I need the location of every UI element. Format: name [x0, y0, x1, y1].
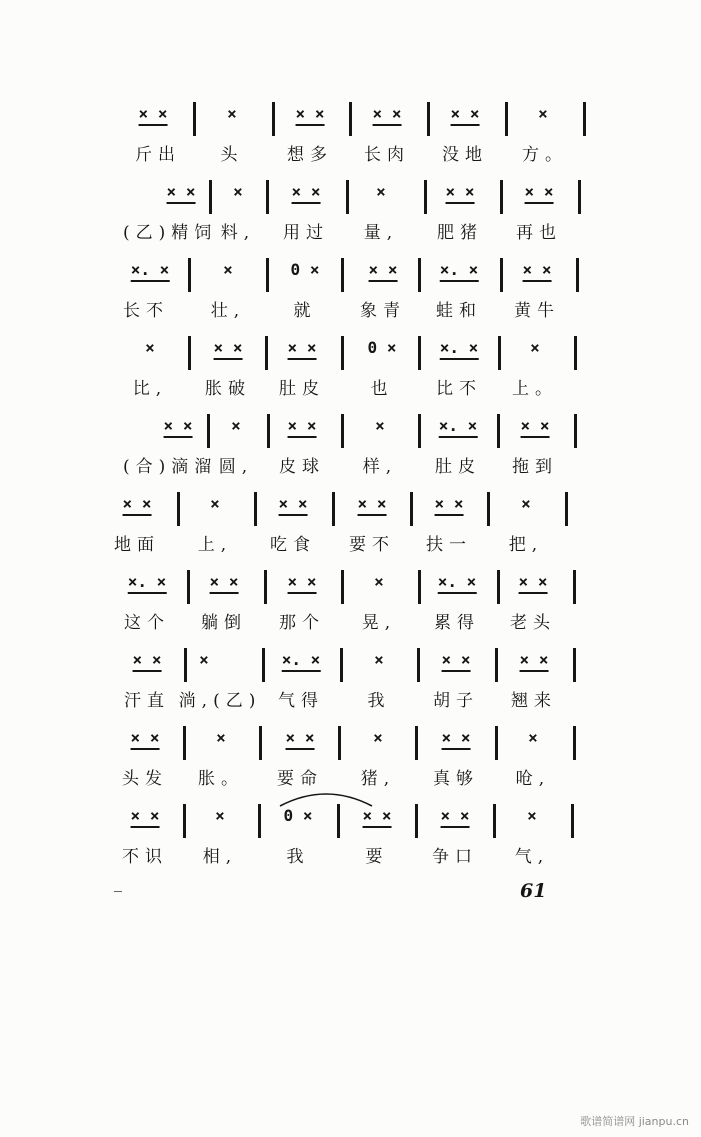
bar-line [495, 726, 498, 760]
note-group: ×. × [128, 574, 167, 594]
note-group: × × [442, 730, 471, 750]
note-group: × × [296, 106, 325, 126]
lyric-text: 这个 [124, 613, 170, 633]
bar-line [573, 648, 576, 682]
lyric-text: 争口 [432, 847, 478, 867]
lyric-text: 长肉 [364, 145, 410, 165]
bar-line [187, 570, 190, 604]
note-group: × × [363, 808, 392, 828]
note-group: × [227, 104, 237, 123]
lyric-text: 真够 [433, 769, 479, 789]
note-group: × [210, 494, 220, 513]
note-group: ×. × [440, 262, 479, 282]
lyric-text: 那个 [279, 613, 325, 633]
watermark-text: 歌谱简谱网 jianpu.cn [580, 1115, 689, 1128]
bar-line [493, 804, 496, 838]
lyric-text: 呛, [515, 769, 551, 789]
lyric-text: 料, [220, 223, 256, 243]
score-system [0, 178, 701, 258]
note-group: × × [519, 574, 548, 594]
note-group: × × [435, 496, 464, 516]
lyric-text: 斤出 [135, 145, 181, 165]
note-group: ×. × [131, 262, 170, 282]
note-group: × × [521, 418, 550, 438]
lyric-text: 圆, [218, 457, 254, 477]
lyric-text: 不识 [122, 847, 168, 867]
bar-line [418, 414, 421, 448]
note-group: × × [373, 106, 402, 126]
bar-line [259, 726, 262, 760]
bar-line [500, 258, 503, 292]
bar-line [207, 414, 210, 448]
note-group: ×. × [282, 652, 321, 672]
lyric-row [0, 454, 701, 480]
note-group: × × [214, 340, 243, 360]
note-group: × [528, 728, 538, 747]
lyric-text: 没地 [442, 145, 488, 165]
lyric-text: 要命 [277, 769, 323, 789]
bar-line [341, 336, 344, 370]
lyric-row [0, 142, 701, 168]
note-group: × × [133, 652, 162, 672]
lyric-text: 要 [365, 847, 389, 867]
lyric-row [0, 532, 701, 558]
lyric-text: (合)滴溜 [123, 457, 218, 477]
lyric-text: 皮球 [279, 457, 325, 477]
bar-line [337, 804, 340, 838]
note-group: × × [369, 262, 398, 282]
lyric-text: 猪, [360, 769, 396, 789]
bar-line [267, 414, 270, 448]
bar-line [193, 102, 196, 136]
note-group: 0 × [283, 806, 313, 825]
bar-line [349, 102, 352, 136]
note-group: × [199, 650, 209, 669]
page-number: 61 [520, 880, 547, 902]
bar-line [341, 570, 344, 604]
lyric-text: 样, [362, 457, 398, 477]
bar-line [410, 492, 413, 526]
bar-line [265, 336, 268, 370]
bar-line [427, 102, 430, 136]
score-system [0, 802, 701, 882]
note-group: × × [139, 106, 168, 126]
note-group: × × [288, 340, 317, 360]
lyric-text: 相, [202, 847, 238, 867]
bar-line [578, 180, 581, 214]
lyric-text: 胀破 [205, 379, 251, 399]
bar-line [573, 726, 576, 760]
note-group: × [375, 416, 385, 435]
bar-line [418, 258, 421, 292]
lyric-row [0, 298, 701, 324]
lyric-text: 壮, [210, 301, 246, 321]
lyric-text: 老头 [510, 613, 556, 633]
score-system [0, 490, 701, 570]
bar-line [497, 414, 500, 448]
lyric-text: 气得 [278, 691, 324, 711]
bar-line [209, 180, 212, 214]
note-group: × × [358, 496, 387, 516]
score-system [0, 100, 701, 180]
lyric-text: 胀。 [198, 769, 244, 789]
bar-line [341, 258, 344, 292]
note-group: × [215, 806, 225, 825]
lyric-text: 吃食 [270, 535, 316, 555]
note-group: × [527, 806, 537, 825]
lyric-text: 再也 [516, 223, 562, 243]
note-group: × × [442, 652, 471, 672]
bar-line [262, 648, 265, 682]
note-group: × [374, 650, 384, 669]
bar-line [340, 648, 343, 682]
lyric-text: 就 [293, 301, 317, 321]
note-group: ×. × [438, 574, 477, 594]
lyric-text: 地面 [114, 535, 160, 555]
bar-line [184, 648, 187, 682]
bar-line [500, 180, 503, 214]
note-group: × × [446, 184, 475, 204]
note-group: × × [123, 496, 152, 516]
lyric-text: 翘来 [511, 691, 557, 711]
note-group: × × [292, 184, 321, 204]
note-group: × × [164, 418, 193, 438]
score-system [0, 646, 701, 726]
note-group: × [521, 494, 531, 513]
bar-line [177, 492, 180, 526]
note-group: × [376, 182, 386, 201]
bar-line [346, 180, 349, 214]
note-group: × × [523, 262, 552, 282]
note-group: × [374, 572, 384, 591]
bar-line [415, 804, 418, 838]
lyric-row [0, 688, 701, 714]
lyric-row [0, 844, 701, 870]
lyric-text: 肚皮 [279, 379, 325, 399]
bar-line [576, 258, 579, 292]
bar-line [418, 570, 421, 604]
note-group: × [231, 416, 241, 435]
lyric-row [0, 610, 701, 636]
note-group: 0 × [367, 338, 397, 357]
lyric-text: 黄牛 [514, 301, 560, 321]
lyric-text: 量, [363, 223, 399, 243]
lyric-text: 上, [197, 535, 233, 555]
note-group: × × [520, 652, 549, 672]
lyric-text: 要不 [349, 535, 395, 555]
bar-line [183, 726, 186, 760]
bar-line [574, 336, 577, 370]
bar-line [254, 492, 257, 526]
bar-line [573, 570, 576, 604]
note-group: 0 × [290, 260, 320, 279]
lyric-row [0, 376, 701, 402]
lyric-text: 拖到 [512, 457, 558, 477]
lyric-text: 头发 [122, 769, 168, 789]
lyric-text: 淌,(乙) [178, 691, 262, 711]
note-group: ×. × [439, 418, 478, 438]
bar-line [417, 648, 420, 682]
lyric-text: 躺倒 [201, 613, 247, 633]
note-group: × [216, 728, 226, 747]
score-system [0, 412, 701, 492]
note-group: × × [279, 496, 308, 516]
lyric-text: 把, [508, 535, 544, 555]
lyric-row [0, 220, 701, 246]
bar-line [332, 492, 335, 526]
bar-line [487, 492, 490, 526]
lyric-text: 头 [220, 145, 244, 165]
lyric-text: 象青 [360, 301, 406, 321]
note-group: × × [286, 730, 315, 750]
lyric-text: 晃, [361, 613, 397, 633]
lyric-text: 也 [370, 379, 394, 399]
lyric-text: 我 [367, 691, 391, 711]
bar-line [574, 414, 577, 448]
bar-line [264, 570, 267, 604]
note-group: × × [288, 418, 317, 438]
note-group: × × [167, 184, 196, 204]
lyric-text: 蛙和 [436, 301, 482, 321]
lyric-text: 方。 [522, 145, 568, 165]
lyric-text: 想多 [287, 145, 333, 165]
bar-line [497, 570, 500, 604]
note-group: × [223, 260, 233, 279]
bar-line [272, 102, 275, 136]
note-group: × [233, 182, 243, 201]
bar-line [424, 180, 427, 214]
lyric-text: 长不 [123, 301, 169, 321]
bar-line [341, 414, 344, 448]
note-group: × [538, 104, 548, 123]
lyric-text: 我 [286, 847, 310, 867]
lyric-text: 肥猪 [437, 223, 483, 243]
bar-line [565, 492, 568, 526]
bar-line [258, 804, 261, 838]
lyric-text: 胡子 [433, 691, 479, 711]
lyric-text: 用过 [283, 223, 329, 243]
note-group: × × [131, 730, 160, 750]
score-system [0, 568, 701, 648]
margin-dash [114, 891, 122, 892]
lyric-text: 汗直 [124, 691, 170, 711]
note-group: × × [525, 184, 554, 204]
lyric-text: 扶一 [426, 535, 472, 555]
note-group: × [373, 728, 383, 747]
score-system [0, 334, 701, 414]
bar-line [188, 258, 191, 292]
bar-line [266, 180, 269, 214]
bar-line [495, 648, 498, 682]
bar-line [583, 102, 586, 136]
lyric-text: (乙)精饲 [123, 223, 218, 243]
note-group: ×. × [440, 340, 479, 360]
note-group: × × [131, 808, 160, 828]
slur-mark [278, 788, 374, 808]
note-group: × × [210, 574, 239, 594]
lyric-text: 比不 [436, 379, 482, 399]
bar-line [498, 336, 501, 370]
bar-line [183, 804, 186, 838]
bar-line [505, 102, 508, 136]
note-group: × [145, 338, 155, 357]
note-group: × × [288, 574, 317, 594]
note-group: × × [441, 808, 470, 828]
bar-line [188, 336, 191, 370]
note-group: × × [451, 106, 480, 126]
lyric-text: 肚皮 [435, 457, 481, 477]
note-group: × [530, 338, 540, 357]
bar-line [415, 726, 418, 760]
bar-line [266, 258, 269, 292]
bar-line [571, 804, 574, 838]
bar-line [338, 726, 341, 760]
bar-line [418, 336, 421, 370]
score-system [0, 256, 701, 336]
lyric-text: 比, [132, 379, 168, 399]
lyric-text: 气, [514, 847, 550, 867]
lyric-text: 累得 [434, 613, 480, 633]
lyric-text: 上。 [512, 379, 558, 399]
